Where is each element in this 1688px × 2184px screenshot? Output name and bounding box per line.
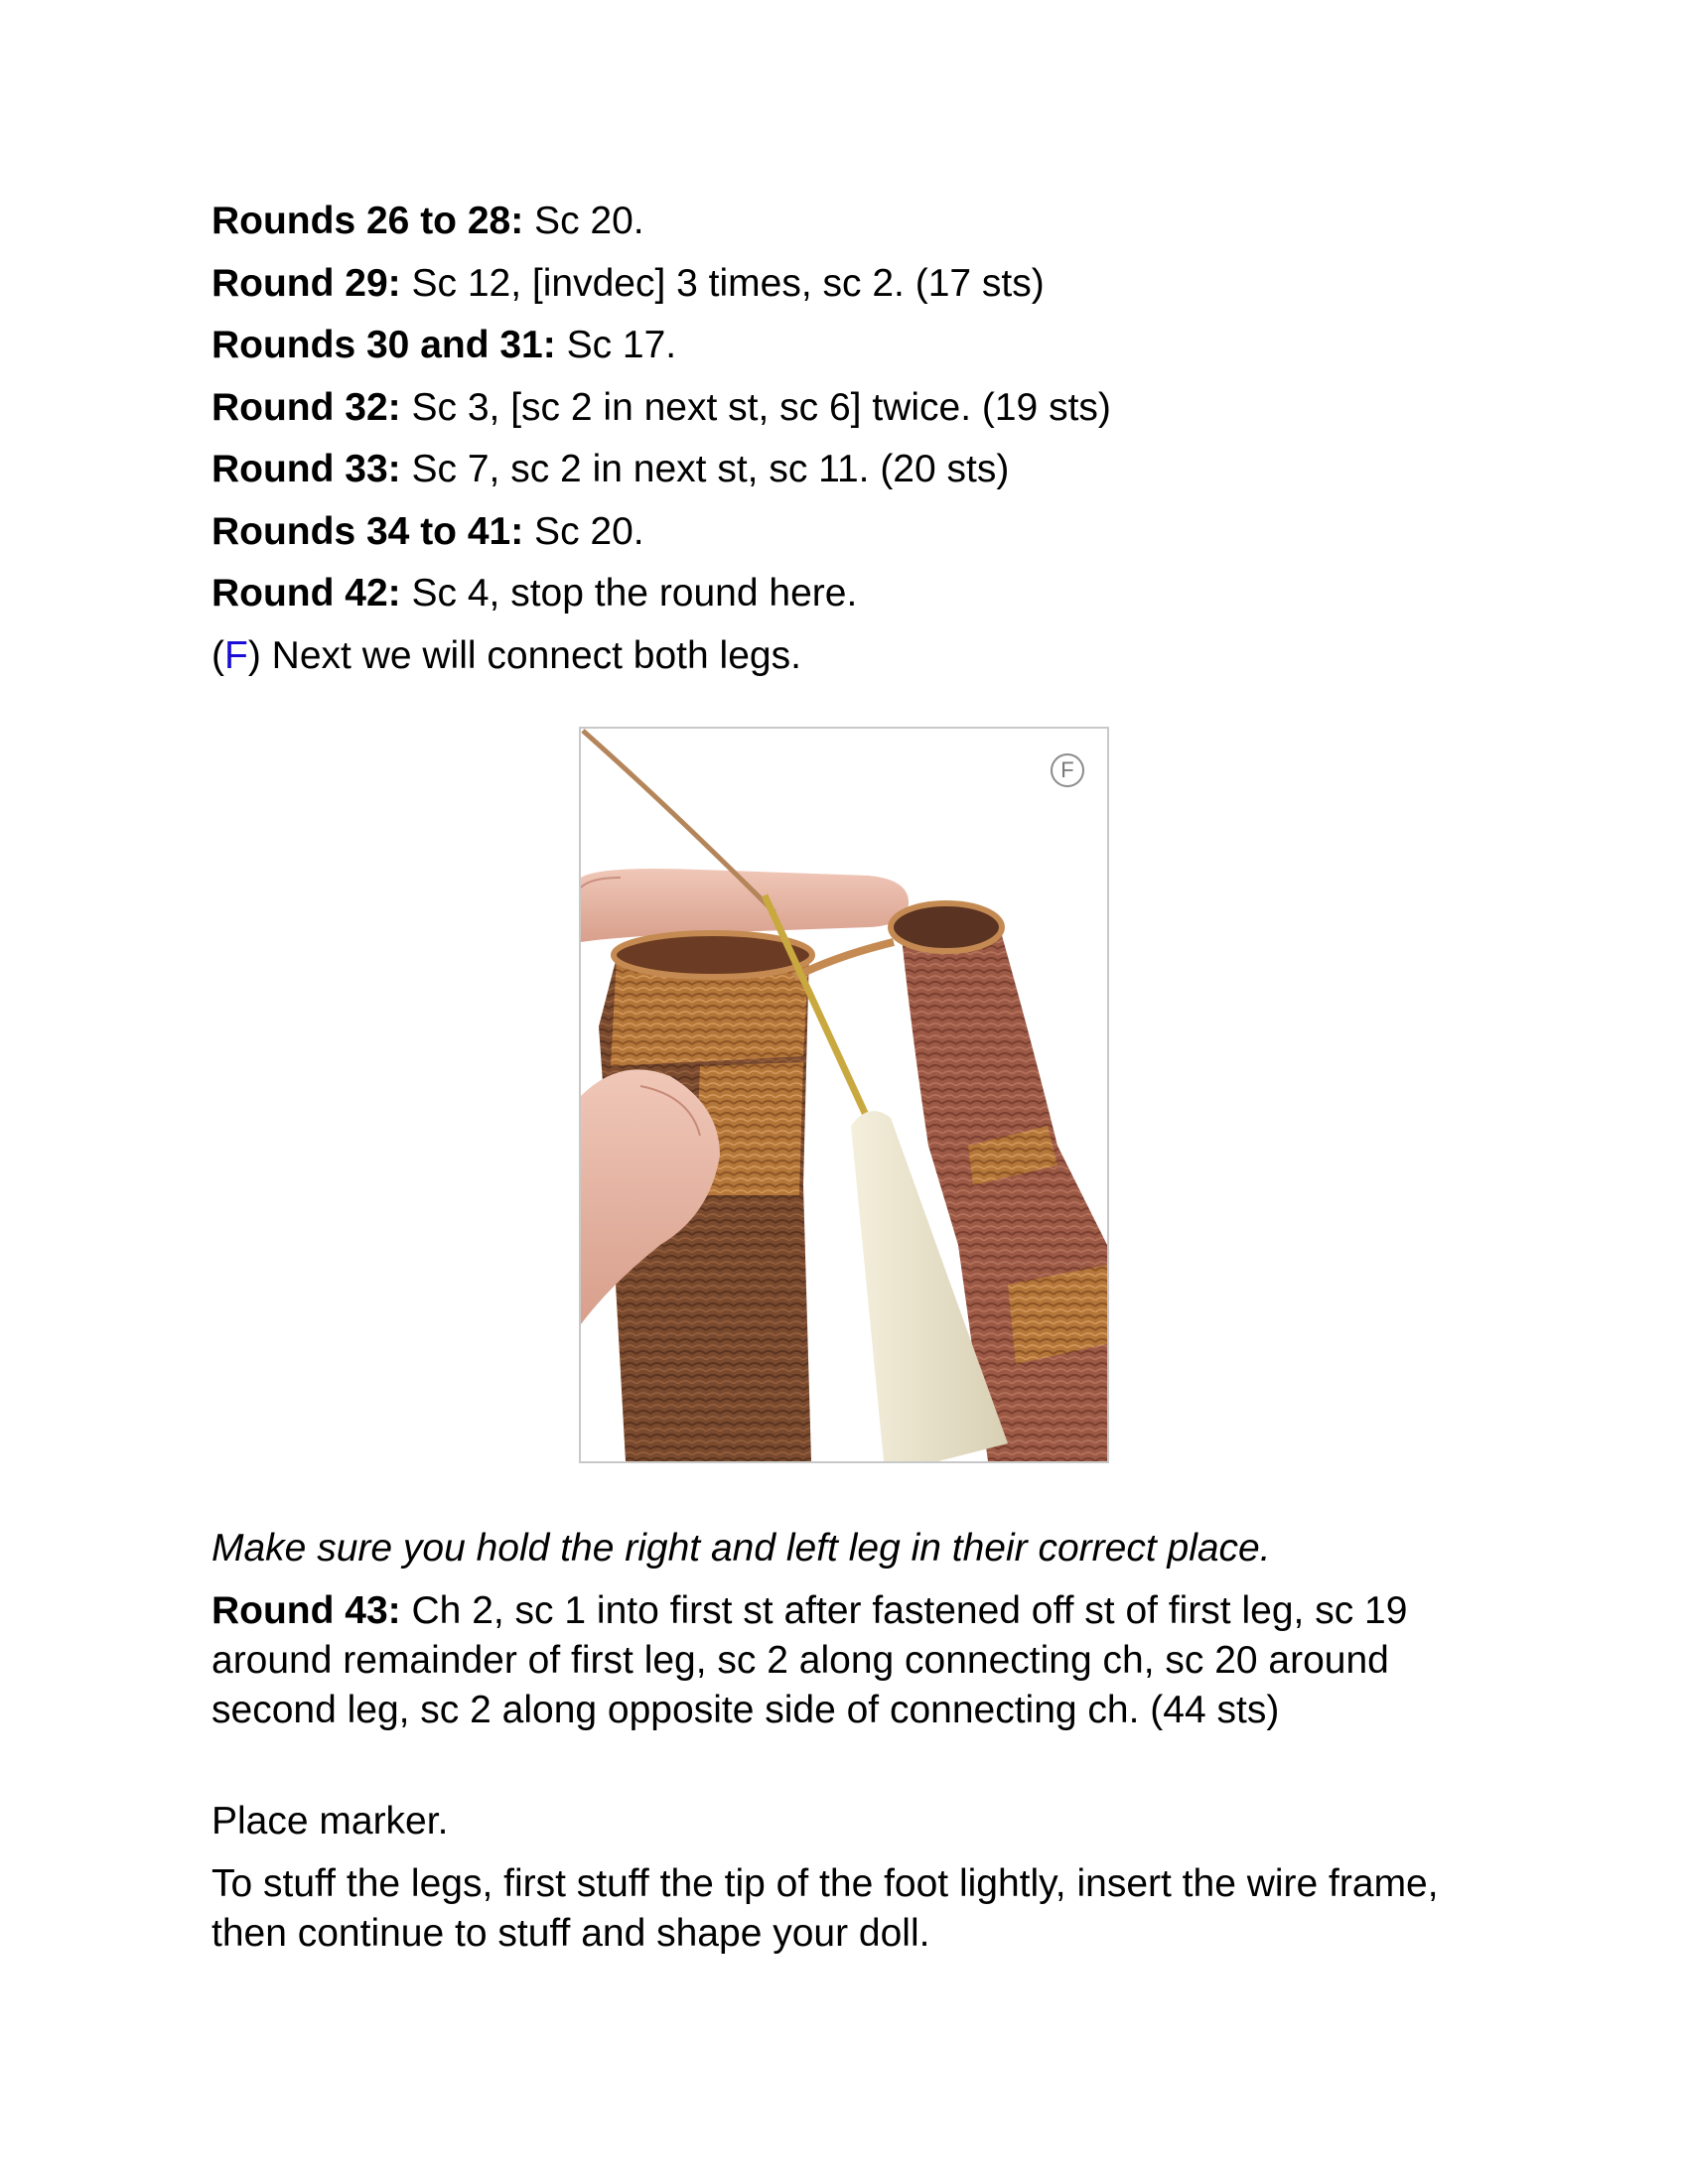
round-label: Round 29: — [211, 262, 401, 305]
round-text: Ch 2, sc 1 into first st after fastened off st of first leg, sc 19 around remainder of first leg, sc 2 along connecting ch, sc 20 around second leg, sc 2 along opposite side of connecting ch. (44 sts) — [211, 1589, 1408, 1731]
legs-illustration — [581, 729, 1107, 1461]
paren-close: ) — [247, 634, 261, 677]
paren-open: ( — [211, 634, 224, 677]
round-43-paragraph — [211, 1586, 1473, 1735]
round-line — [211, 259, 1045, 309]
round-text: Sc 4, stop the round here. — [400, 572, 858, 614]
photo-marker: F — [1051, 753, 1084, 787]
round-label: Rounds 34 to 41: — [211, 510, 524, 553]
round-text: Sc 7, sc 2 in next st, sc 11. (20 sts) — [400, 448, 1010, 490]
round-text: Sc 12, [invdec] 3 times, sc 2. (17 sts) — [400, 262, 1045, 305]
round-line — [211, 383, 1111, 433]
note-italic: Make sure you hold the right and left leg in their correct place. — [211, 1527, 1271, 1570]
round-line — [211, 507, 644, 557]
figure-reference-text: Next we will connect both legs. — [260, 634, 801, 677]
round-text: Sc 3, [sc 2 in next st, sc 6] twice. (19 sts) — [400, 386, 1111, 429]
round-line — [211, 569, 857, 618]
crochet-legs-photo — [579, 727, 1109, 1463]
round-text: Sc 20. — [523, 200, 644, 242]
round-label: Rounds 26 to 28: — [211, 200, 524, 242]
round-line — [211, 197, 644, 246]
round-label: Round 42: — [211, 572, 401, 614]
figure-reference-line — [211, 631, 801, 681]
place-marker-text: Place marker. — [211, 1800, 449, 1843]
round-label: Round 43: — [211, 1589, 401, 1632]
round-label: Rounds 30 and 31: — [211, 324, 556, 366]
figure-letter: F — [224, 634, 248, 677]
stuffing-paragraph: To stuff the legs, first stuff the tip of the foot lightly, insert the wire frame, then continue to stuff and shape your doll. — [211, 1862, 1439, 1955]
round-label: Round 33: — [211, 448, 401, 490]
round-line — [211, 321, 676, 370]
round-line — [211, 445, 1009, 494]
round-text: Sc 20. — [523, 510, 644, 553]
round-text: Sc 17. — [555, 324, 677, 366]
round-label: Round 32: — [211, 386, 401, 429]
